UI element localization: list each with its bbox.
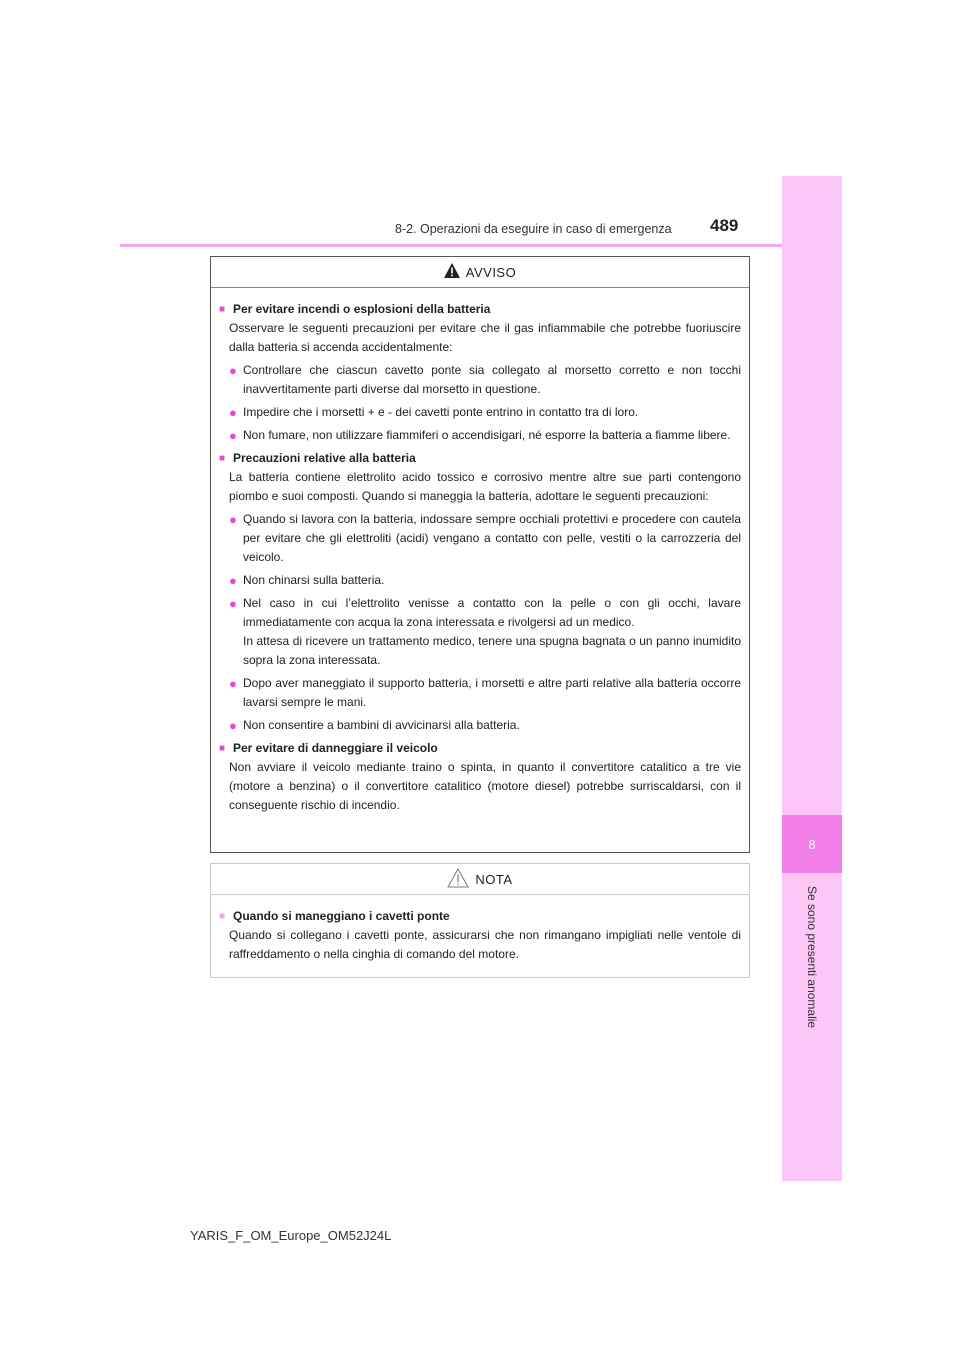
warning-section-title: ■ Per evitare di danneggiare il veicolo <box>219 739 741 758</box>
section-title: 8-2. Operazioni da eseguire in caso di emergenza <box>395 222 672 236</box>
circle-bullet-icon: ● <box>229 512 237 527</box>
circle-bullet-icon: ● <box>229 718 237 733</box>
chapter-number: 8 <box>782 815 842 873</box>
circle-bullet-icon: ● <box>229 428 237 443</box>
list-item: ● Dopo aver maneggiato il supporto batteria, i morsetti e altre parti relative alla batteria occorre lavarsi sempre le mani. <box>219 674 741 712</box>
list-item: ● Non fumare, non utilizzare fiammiferi o accendisigari, né esporre la batteria a fiamme libere. <box>229 428 731 443</box>
warning-section-text: Osservare le seguenti precauzioni per evitare che il gas infiammabile che potrebbe fuoriuscire dalla batteria si accenda accidentalmente: <box>229 321 741 354</box>
chapter-title: Se sono presenti anomalie <box>805 886 819 1029</box>
circle-bullet-icon: ● <box>229 596 237 611</box>
circle-bullet-icon: ● <box>229 573 237 588</box>
warning-section-title: ■ Precauzioni relative alla batteria <box>219 449 741 468</box>
square-bullet-icon: ■ <box>219 743 226 754</box>
note-text: Quando si collegano i cavetti ponte, assicurarsi che non rimangano impigliati nelle ventole di raffreddamento o nella cinghia di comando del motore. <box>229 928 741 961</box>
list-item: ● Quando si lavora con la batteria, indossare sempre occhiali protettivi e procedere con cautela per evitare che gli elettroliti (acidi) vengano a contatto con pelle, vestiti o la carrozzeria del veicolo. <box>219 510 741 567</box>
caution-triangle-icon <box>447 868 469 891</box>
warning-box <box>210 256 750 853</box>
warning-section-title: ■ Per evitare incendi o esplosioni della batteria <box>219 300 741 319</box>
warning-section-text: La batteria contiene elettrolito acido tossico e corrosivo mentre altre sue parti contengono piombo e suoi composti. Quando si maneggia la batteria, adottare le seguenti precauzioni: <box>229 470 741 503</box>
circle-bullet-icon: ● <box>229 363 237 378</box>
list-item: ● Non chinarsi sulla batteria. <box>229 573 385 588</box>
warning-body <box>211 288 749 815</box>
list-item: ● Impedire che i morsetti + e - dei cavetti ponte entrino in contatto tra di loro. <box>229 405 639 420</box>
circle-bullet-icon: ● <box>229 405 237 420</box>
note-header <box>211 864 749 895</box>
warning-header <box>211 257 749 288</box>
note-title: NOTA <box>475 871 513 887</box>
list-item: ● Nel caso in cui l’elettrolito venisse a contatto con la pelle o con gli occhi, lavare immediatamente con acqua la zona interessata e rivolgersi ad un medico. In attesa di ricevere un trattamento medico, tenere una spugna bagnata o un panno inumidito sopra la zona interessata. <box>219 594 741 670</box>
warning-section-text: Non avviare il veicolo mediante traino o spinta, in quanto il convertitore catalitico a tre vie (motore a benzina) o il convertitore catalitico (motore diesel) potrebbe surriscaldarsi, con il conseguente rischio di incendio. <box>229 760 741 812</box>
list-item: ● Controllare che ciascun cavetto ponte sia collegato al morsetto corretto e non tocchi inavvertitamente parti diverse dal morsetto in questione. <box>219 361 741 399</box>
square-bullet-icon: ■ <box>219 304 226 315</box>
circle-bullet-icon: ● <box>229 676 237 691</box>
page-number: 489 <box>710 216 739 235</box>
warning-triangle-icon <box>444 263 460 281</box>
note-body <box>211 895 749 964</box>
header-rule <box>120 244 782 247</box>
note-box <box>210 863 750 978</box>
note-section-title: ■ Quando si maneggiano i cavetti ponte <box>219 907 741 926</box>
warning-title: AVVISO <box>465 264 517 280</box>
square-bullet-icon: ■ <box>219 453 226 464</box>
square-bullet-icon: ■ <box>219 911 226 922</box>
document-code: YARIS_F_OM_Europe_OM52J24L <box>190 1228 392 1243</box>
list-item: ● Non consentire a bambini di avvicinarsi alla batteria. <box>229 718 520 733</box>
